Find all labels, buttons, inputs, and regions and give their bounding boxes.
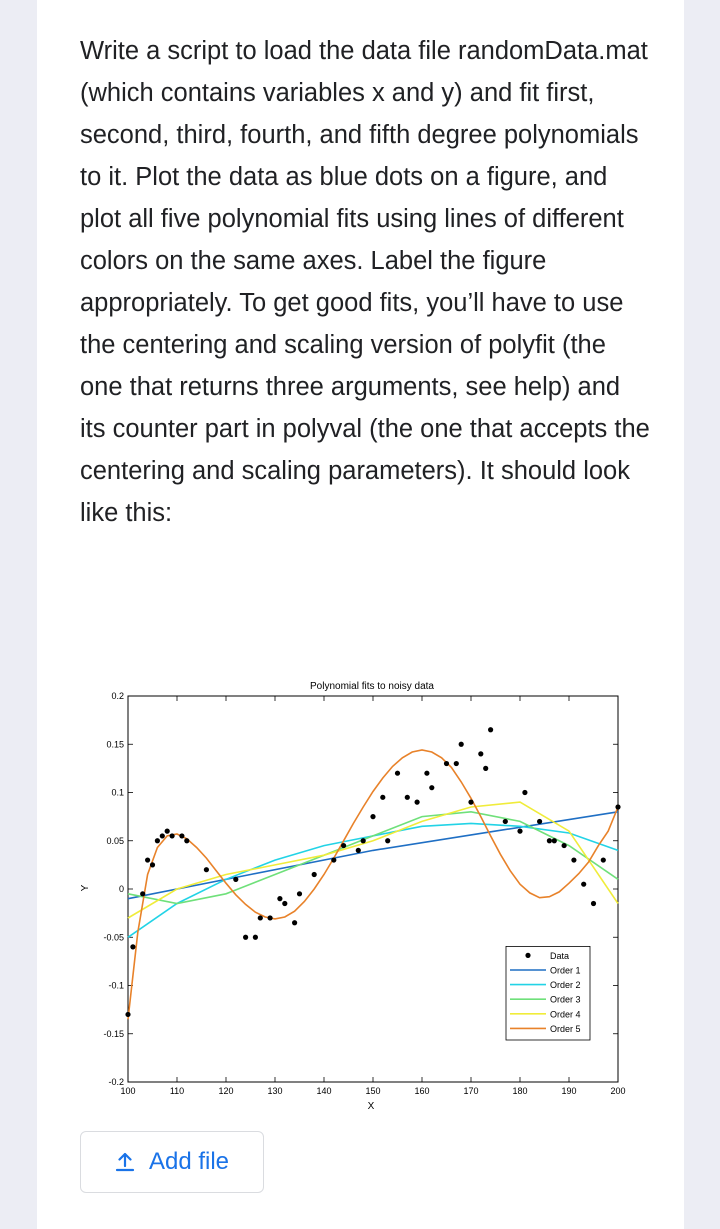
data-point xyxy=(170,833,175,838)
data-point xyxy=(341,843,346,848)
data-point xyxy=(140,891,145,896)
data-point xyxy=(150,862,155,867)
data-point xyxy=(429,785,434,790)
data-point xyxy=(361,838,366,843)
data-point xyxy=(165,829,170,834)
upload-icon xyxy=(115,1151,135,1173)
chart-title: Polynomial fits to noisy data xyxy=(310,681,434,692)
data-point xyxy=(424,771,429,776)
plot-layer xyxy=(103,691,625,1096)
data-point xyxy=(601,857,606,862)
data-point xyxy=(522,790,527,795)
x-axis-label: X xyxy=(367,1101,375,1112)
y-tick-label: -0.05 xyxy=(103,932,124,943)
data-point xyxy=(243,935,248,940)
data-point xyxy=(380,795,385,800)
data-point xyxy=(615,804,620,809)
data-point xyxy=(459,742,464,747)
y-tick-label: 0.15 xyxy=(106,739,124,750)
data-point xyxy=(385,838,390,843)
x-tick-label: 200 xyxy=(610,1086,626,1096)
legend-label: Order 5 xyxy=(550,1023,581,1034)
data-point xyxy=(233,877,238,882)
x-tick-label: 100 xyxy=(120,1086,136,1096)
y-tick-label: -0.15 xyxy=(103,1028,124,1039)
data-point xyxy=(312,872,317,877)
data-point xyxy=(145,857,150,862)
data-point xyxy=(517,829,522,834)
legend-marker-data xyxy=(525,953,530,958)
data-point xyxy=(405,795,410,800)
data-point xyxy=(488,727,493,732)
data-point xyxy=(331,857,336,862)
x-tick-label: 140 xyxy=(316,1086,332,1096)
legend-label: Order 1 xyxy=(550,965,581,976)
data-point xyxy=(454,761,459,766)
x-tick-label: 130 xyxy=(267,1086,283,1096)
add-file-label: Add file xyxy=(148,1148,230,1175)
data-point xyxy=(179,833,184,838)
data-point xyxy=(292,920,297,925)
legend-label: Data xyxy=(550,950,570,961)
polynomial-fit-figure xyxy=(80,672,640,1112)
data-point xyxy=(160,833,165,838)
data-point xyxy=(282,901,287,906)
x-tick-label: 180 xyxy=(512,1086,528,1096)
data-point xyxy=(155,838,160,843)
data-point xyxy=(370,814,375,819)
data-point xyxy=(503,819,508,824)
data-point xyxy=(204,867,209,872)
data-point xyxy=(253,935,258,940)
data-point xyxy=(483,766,488,771)
y-axis-label: Y xyxy=(80,884,91,892)
data-point xyxy=(562,843,567,848)
data-point xyxy=(552,838,557,843)
data-point xyxy=(130,944,135,949)
add-file-button[interactable] xyxy=(80,1131,264,1193)
data-point xyxy=(356,848,361,853)
data-point xyxy=(297,891,302,896)
data-point xyxy=(468,800,473,805)
x-tick-label: 160 xyxy=(414,1086,430,1096)
legend-label: Order 2 xyxy=(550,980,581,991)
data-point xyxy=(277,896,282,901)
data-point xyxy=(581,882,586,887)
y-tick-label: 0.05 xyxy=(106,835,124,846)
legend-label: Order 4 xyxy=(550,1009,581,1020)
x-tick-label: 170 xyxy=(463,1086,479,1096)
x-tick-label: 120 xyxy=(218,1086,234,1096)
data-point xyxy=(478,751,483,756)
x-tick-label: 110 xyxy=(169,1086,185,1096)
data-point xyxy=(184,838,189,843)
data-point xyxy=(537,819,542,824)
y-tick-label: -0.1 xyxy=(108,980,124,991)
data-point xyxy=(444,761,449,766)
y-tick-label: -0.2 xyxy=(108,1077,124,1087)
data-point xyxy=(258,915,263,920)
data-point xyxy=(395,771,400,776)
question-text: Write a script to load the data file randomData.mat (which contains variables x and y) and fit first, second, third, fourth, and fifth degree polynomials to it. Plot the data as blue dots on a figure, and plot all five polynomial fits using lines of different colors on the same axes. Label the figure appropriately. To get good fits, you’ll have to use the centering and scaling version of polyfit (the one that returns three arguments, see help) and its counter part in polyval (the one that accepts the centering and scaling parameters). It should look like this: xyxy=(80,37,650,527)
x-tick-label: 190 xyxy=(561,1086,577,1096)
y-tick-label: 0 xyxy=(118,884,124,894)
data-point xyxy=(591,901,596,906)
data-point xyxy=(125,1012,130,1017)
y-tick-label: 0.2 xyxy=(111,691,124,701)
x-tick-label: 150 xyxy=(365,1086,381,1096)
data-point xyxy=(415,800,420,805)
data-point xyxy=(547,838,552,843)
y-tick-label: 0.1 xyxy=(111,787,124,798)
chart-svg xyxy=(80,672,640,1112)
data-point xyxy=(571,857,576,862)
data-point xyxy=(268,915,273,920)
legend-label: Order 3 xyxy=(550,994,581,1005)
